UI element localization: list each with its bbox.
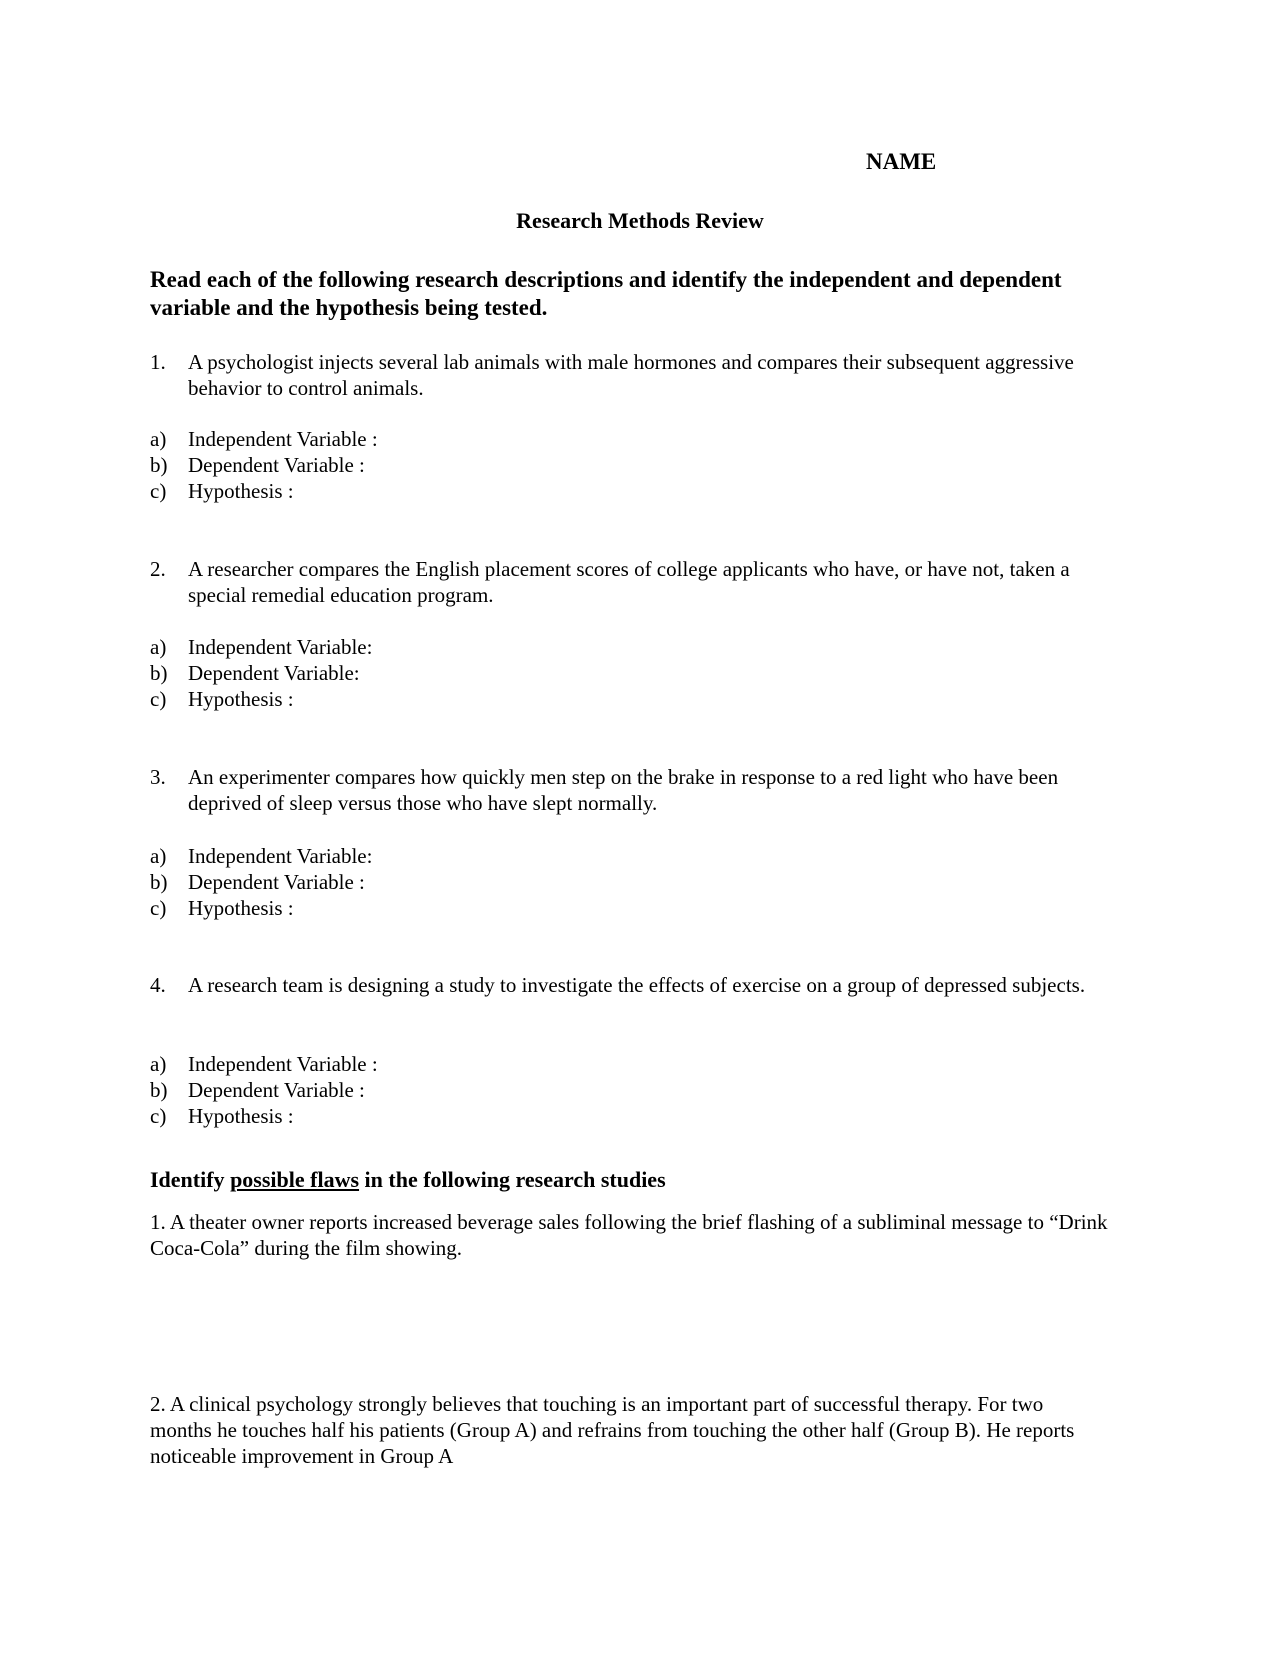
option-hypothesis [150,686,372,712]
option-independent-variable [150,634,372,660]
option-letter: c) [150,1104,167,1128]
option-dependent-variable [150,660,372,686]
option-hypothesis [150,895,372,921]
option-independent-variable [150,1051,378,1077]
section-heading-prefix: Identify [150,1167,231,1192]
option-label: Hypothesis : [188,1104,294,1128]
option-letter: b) [150,870,168,894]
question-text: A psychologist injects several lab animals with male hormones and compares their subsequent aggressive behavior to control animals. [188,350,1074,400]
study-2: 2. A clinical psychology strongly believes that touching is an important part of successful therapy. For two months he touches half his patients (Group A) and refrains from touching the other half (Group B). He reports noticeable improvement in Group A [150,1392,1075,1468]
question-1 [150,349,1110,401]
option-letter: b) [150,453,168,477]
option-independent-variable [150,843,372,869]
option-letter: a) [150,635,167,659]
option-letter: a) [150,1052,167,1076]
question-2-options [150,634,372,712]
option-letter: b) [150,1078,168,1102]
option-label: Independent Variable: [188,844,373,868]
option-label: Dependent Variable : [188,1078,365,1102]
question-text: An experimenter compares how quickly men step on the brake in response to a red light who have been deprived of sleep versus those who have slept normally. [188,765,1059,815]
option-dependent-variable [150,869,372,895]
option-letter: c) [150,687,167,711]
option-letter: a) [150,844,167,868]
option-dependent-variable [150,1077,378,1103]
option-label: Hypothesis : [188,687,294,711]
section-heading-flaws [150,1167,666,1193]
option-label: Independent Variable : [188,427,378,451]
option-independent-variable [150,426,378,452]
question-number: 4. [150,973,166,997]
option-hypothesis [150,1103,378,1129]
study-1: 1. A theater owner reports increased beverage sales following the brief flashing of a subliminal message to “Drink Coca-Cola” during the film showing. [150,1210,1108,1260]
instructions: Read each of the following research descriptions and identify the independent and dependent variable and the hypothesis being tested. [150,267,1062,320]
option-letter: c) [150,479,167,503]
name-label: NAME [866,149,937,174]
question-number: 2. [150,557,166,581]
option-label: Independent Variable: [188,635,373,659]
question-3-options [150,843,372,921]
option-label: Dependent Variable : [188,453,365,477]
option-label: Hypothesis : [188,896,294,920]
question-3 [150,764,1110,816]
question-4-options [150,1051,378,1129]
question-text: A research team is designing a study to investigate the effects of exercise on a group of depressed subjects. [188,973,1086,997]
section-heading-suffix: in the following research studies [359,1167,666,1192]
question-number: 1. [150,350,166,374]
option-letter: c) [150,896,167,920]
page-title: Research Methods Review [516,208,764,233]
option-hypothesis [150,478,378,504]
option-dependent-variable [150,452,378,478]
option-letter: a) [150,427,167,451]
option-label: Hypothesis : [188,479,294,503]
question-number: 3. [150,765,166,789]
section-heading-emphasis: possible flaws [230,1167,360,1192]
question-1-options [150,426,378,504]
option-label: Independent Variable : [188,1052,378,1076]
option-letter: b) [150,661,168,685]
question-2 [150,556,1110,608]
option-label: Dependent Variable: [188,661,360,685]
option-label: Dependent Variable : [188,870,365,894]
question-4 [150,972,1110,998]
question-text: A researcher compares the English placement scores of college applicants who have, or have not, taken a special remedial education program. [188,557,1070,607]
